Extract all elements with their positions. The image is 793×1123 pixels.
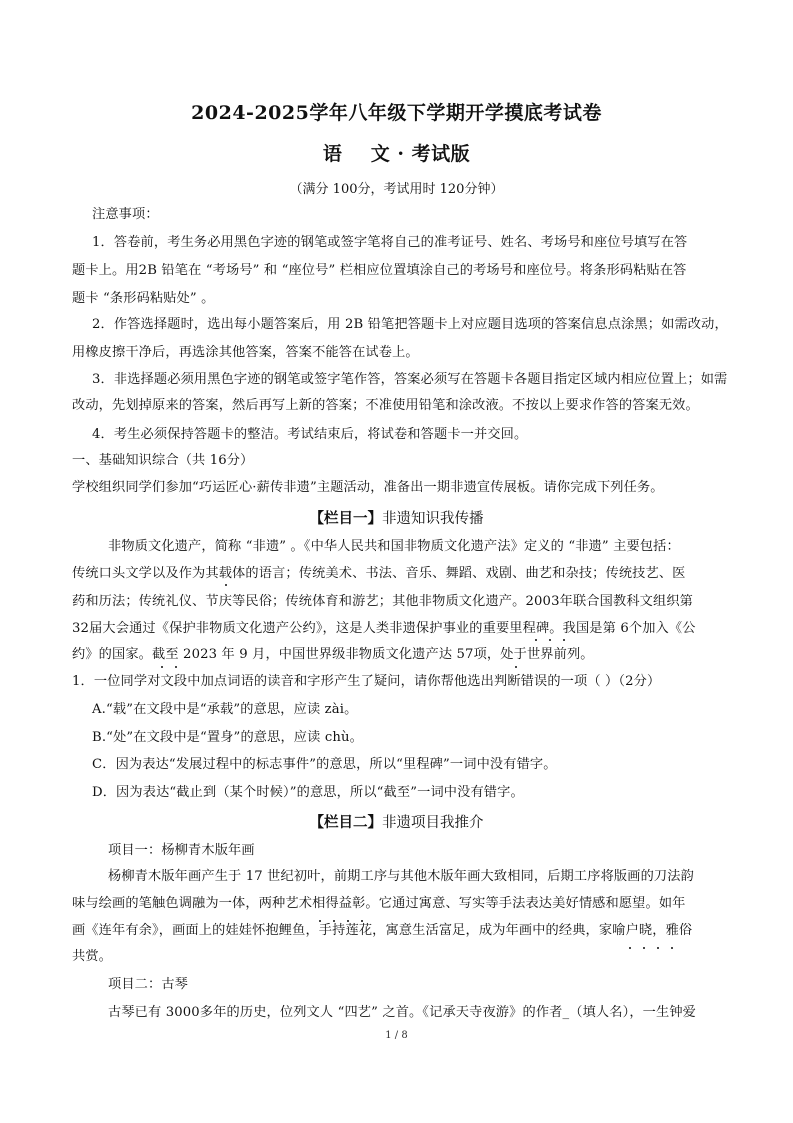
- column-bracket-close: 】: [367, 511, 382, 527]
- column-name: 栏目二: [324, 815, 368, 831]
- column-title: 非遗项目我推介: [382, 815, 484, 831]
- item-one-label: 项目一：杨柳青木版年画: [108, 843, 255, 858]
- exam-subtitle: （满分 100分，考试用时 120分钟）: [289, 182, 504, 197]
- column-bracket-close: 】: [367, 815, 382, 831]
- column-one-heading: [0, 507, 793, 528]
- notice-line: 3．非选择题必须用黑色字迹的钢笔或签字笔作答，答案必须写在答题卡各题目指定区域内相应位置上；如需: [92, 372, 728, 387]
- emphasis-dot: [175, 666, 177, 668]
- question-stem: 1．一位同学对文段中加点词语的读音和字形产生了疑问，请你帮他选出判断错误的一项（ ）（2分）: [72, 674, 661, 689]
- column-two-heading: [0, 811, 793, 832]
- notice-line: 题卡 “条形码粘贴处” 。: [72, 291, 215, 306]
- notice-heading: 注意事项：: [92, 207, 159, 222]
- emphasis-dot: [225, 584, 227, 586]
- page-number: 1 / 8: [385, 1030, 408, 1041]
- notice-line: 4．考生必须保持答题卡的整洁。考试结束后，将试卷和答题卡一并交回。: [92, 427, 528, 442]
- option-c: C．因为表达“发展过程中的标志事件”的意思，所以“里程碑”一词中没有错字。: [92, 757, 557, 772]
- item-one-line: 杨柳青木版年画产生于 17 世纪初叶，前期工序与其他木版年画大致相同，后期工序将版画的刀法韵: [108, 869, 694, 884]
- item-two-line: 古琴已有 3000多年的历史，位列文人 “四艺” 之首。《记承天寺夜游》的作者_（填人名），一生钟爱: [108, 1005, 697, 1020]
- section-heading: 一、基础知识综合（共 16分）: [72, 453, 254, 468]
- emphasis-dot: [515, 666, 517, 668]
- notice-line: 用橡皮擦干净后，再选涂其他答案，答案不能答在试卷上。: [72, 345, 419, 360]
- section-intro: 学校组织同学们参加“巧运匠心·薪传非遗”主题活动，准备出一期非遗宣传展板。请你完成下列任务。: [72, 480, 664, 495]
- item-one-line: 味与绘画的笔触色调融为一体，两种艺术相得益彰。它通过寓意、写实等手法表达美好情感和愿望。如年: [72, 896, 686, 911]
- notice-line: 2．作答选择题时，选出每小题答案后，用 2B 铅笔把答题卡上对应题目选项的答案信息点涂黑；如需改动，: [92, 317, 728, 332]
- notice-line: 题卡上。用2B 铅笔在 “考场号” 和 “座位号” 栏相应位置填涂自己的考场号和座位号。将条形码粘贴在答: [72, 263, 687, 278]
- emphasis-dot: [535, 639, 537, 641]
- item-two-label: 项目二：古琴: [108, 977, 189, 992]
- exam-title: 2024-2025学年八年级下学期开学摸底考试卷: [191, 102, 602, 124]
- emphasis-dot: [161, 666, 163, 668]
- option-a: A.“载”在文段中是“承载”的意思，应读 zài。: [92, 702, 358, 717]
- option-b: B.“处”在文段中是“置身”的意思，应读 chù。: [92, 730, 363, 745]
- emphasis-dot: [563, 639, 565, 641]
- notice-line: 1．答卷前，考生务必用黑色字迹的钢笔或签字笔将自己的准考证号、姓名、考场号和座位号填写在答: [92, 235, 688, 250]
- item-one-line: 共赏。: [72, 949, 113, 964]
- option-d: D．因为表达“截止到（某个时候）”的意思，所以“截至”一词中没有错字。: [92, 785, 524, 800]
- notice-line: 改动，先划掉原来的答案，然后再写上新的答案；不准使用铅笔和涂改液。不按以上要求作答的答案无效。: [72, 398, 699, 413]
- passage-line: 32届大会通过《保护非物质文化遗产公约》，这是人类非遗保护事业的重要里程碑。我国是第 6个加入《公: [72, 621, 696, 636]
- passage-line: 传统口头文学以及作为其载体的语言；传统美术、书法、音乐、舞蹈、戏剧、曲艺和杂技；传统技艺、医: [72, 566, 686, 581]
- column-bracket-open: 【: [309, 511, 324, 527]
- item-one-line: 画《连年有余》，画面上的娃娃怀抱鲤鱼，手持莲花，寓意生活富足，成为年画中的经典，家喻户晓，雅俗: [72, 923, 693, 938]
- passage-line: 约》的国家。截至 2023 年 9 月，中国世界级非物质文化遗产达 57项，处于世界前列。: [72, 647, 594, 662]
- emphasis-dot: [549, 639, 551, 641]
- passage-line: 非物质文化遗产，简称 “非遗” 。《中华人民共和国非物质文化遗产法》定义的 “非遗” 主要包括：: [108, 539, 680, 554]
- column-name: 栏目一: [324, 511, 368, 527]
- subject-title: 语 文 · 考试版: [322, 143, 471, 165]
- column-bracket-open: 【: [309, 815, 324, 831]
- column-title: 非遗知识我传播: [382, 511, 484, 527]
- passage-line: 药和历法；传统礼仪、节庆等民俗；传统体育和游艺；其他非物质文化遗产。2003年联合国教科文组织第: [72, 594, 694, 609]
